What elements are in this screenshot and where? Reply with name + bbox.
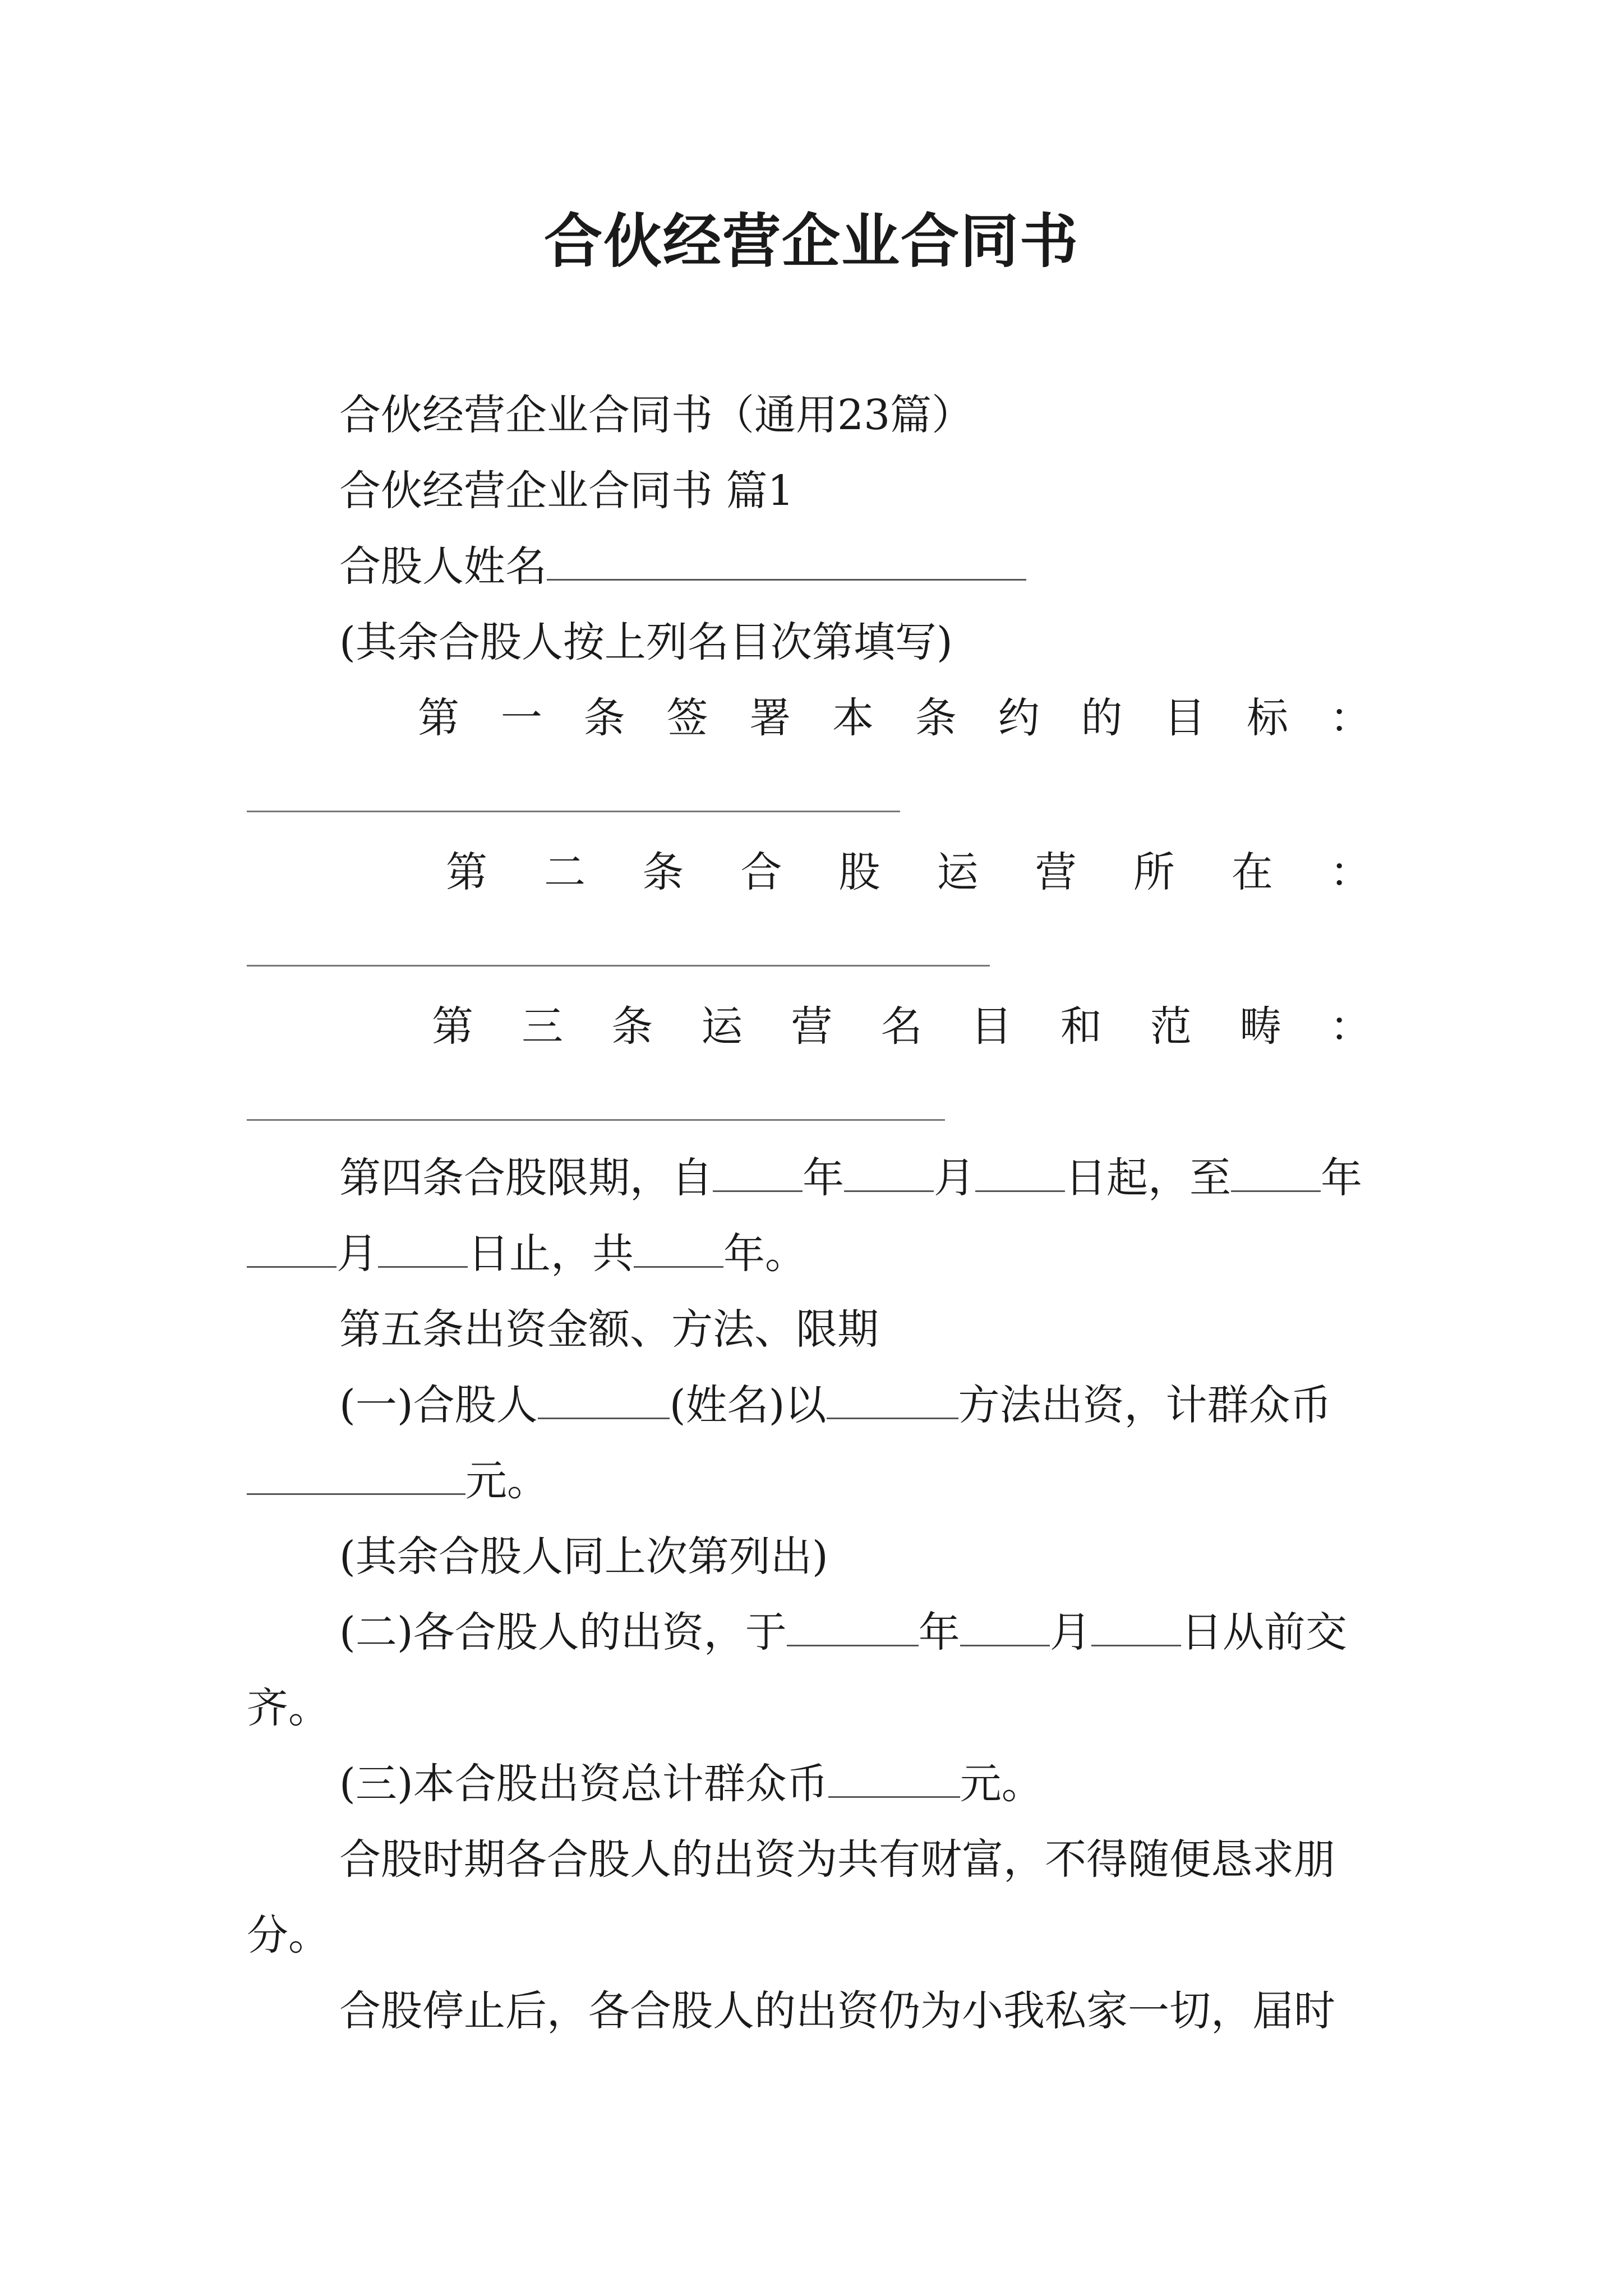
fill-line bbox=[247, 811, 900, 812]
heading-char: 和 bbox=[1060, 1002, 1102, 1051]
blank-field bbox=[547, 539, 1026, 581]
paragraph-1-line-1: 合股时期各合股人的出资为共有财富，不得随便恳求朋 bbox=[339, 1835, 1335, 1884]
blank-field bbox=[844, 1150, 934, 1192]
heading-char: ： bbox=[1330, 848, 1371, 896]
blank-field bbox=[1231, 1150, 1321, 1192]
text: 元。 bbox=[960, 1760, 1043, 1808]
heading-char: 营 bbox=[1035, 848, 1077, 896]
section-heading: 合伙经营企业合同书 篇1 bbox=[339, 467, 794, 515]
text: 第四条合股限期，自 bbox=[339, 1154, 713, 1202]
item-1-line-2 bbox=[247, 1453, 548, 1509]
blank-field bbox=[828, 1756, 960, 1798]
partner-name-line bbox=[339, 539, 1026, 595]
text: 日起，至 bbox=[1065, 1154, 1231, 1202]
heading-char: 第 bbox=[432, 1002, 473, 1051]
text: 年。 bbox=[723, 1230, 806, 1278]
fill-line bbox=[247, 965, 990, 967]
text: 日止，共 bbox=[468, 1230, 634, 1278]
heading-char: 签 bbox=[666, 694, 708, 742]
heading-char: 第 bbox=[446, 848, 487, 896]
heading-char: 运 bbox=[701, 1002, 743, 1051]
item-1-line-1 bbox=[339, 1377, 1332, 1433]
heading-char: 一 bbox=[500, 694, 542, 742]
heading-char: 本 bbox=[832, 694, 874, 742]
heading-char: 范 bbox=[1150, 1002, 1192, 1051]
text: 方法出资，计群众币 bbox=[958, 1381, 1332, 1429]
paragraph-1-line-2: 分。 bbox=[247, 1911, 330, 1959]
heading-char: 三 bbox=[522, 1002, 564, 1051]
heading-char: ： bbox=[1330, 1002, 1371, 1051]
heading-char: 约 bbox=[998, 694, 1040, 742]
document-subtitle: 合伙经营企业合同书（通用23篇） bbox=[339, 391, 974, 439]
blank-field bbox=[713, 1150, 803, 1192]
text: 日从前交 bbox=[1181, 1608, 1347, 1657]
blank-field bbox=[960, 1604, 1050, 1646]
blank-field bbox=[247, 1453, 465, 1495]
heading-char: 股 bbox=[838, 848, 880, 896]
paragraph-2-line-1: 合股停止后，各合股人的出资仍为小我私家一切，届时 bbox=[339, 1987, 1335, 2035]
note-line: (其余合股人按上列名目次第填写) bbox=[339, 618, 953, 666]
text: 月 bbox=[336, 1230, 378, 1278]
text: 年 bbox=[803, 1154, 844, 1202]
blank-field bbox=[247, 1226, 336, 1268]
text: (姓名)以 bbox=[669, 1381, 827, 1429]
blank-field bbox=[975, 1150, 1065, 1192]
heading-char: 条 bbox=[642, 848, 684, 896]
text: 年 bbox=[1321, 1154, 1362, 1202]
heading-char: 的 bbox=[1081, 694, 1123, 742]
blank-field bbox=[378, 1226, 468, 1268]
heading-char: 畴 bbox=[1239, 1002, 1281, 1051]
heading-char: 条 bbox=[611, 1002, 653, 1051]
heading-char: 第 bbox=[418, 694, 459, 742]
heading-char: 营 bbox=[791, 1002, 833, 1051]
heading-char: 目 bbox=[1164, 694, 1206, 742]
blank-field bbox=[827, 1377, 958, 1419]
article-4-line-1 bbox=[339, 1150, 1362, 1206]
item-3-line bbox=[339, 1756, 1043, 1812]
item-2-line-2: 齐。 bbox=[247, 1684, 330, 1732]
text: 月 bbox=[934, 1154, 975, 1202]
heading-char: 署 bbox=[749, 694, 791, 742]
text: (一)合股人 bbox=[339, 1381, 538, 1429]
heading-char: 名 bbox=[880, 1002, 923, 1051]
blank-field bbox=[634, 1226, 723, 1268]
heading-char: 所 bbox=[1133, 848, 1175, 896]
item-1-note: (其余合股人同上次第列出) bbox=[339, 1533, 828, 1581]
fill-line bbox=[247, 1119, 945, 1121]
heading-char: 目 bbox=[970, 1002, 1012, 1051]
text: 元。 bbox=[465, 1457, 548, 1505]
heading-char: 运 bbox=[937, 848, 979, 896]
partner-name-label: 合股人姓名 bbox=[339, 542, 547, 591]
text: (三)本合股出资总计群众币 bbox=[339, 1760, 828, 1808]
text: 年 bbox=[918, 1608, 960, 1657]
document-title: 合伙经营企业合同书 bbox=[543, 206, 1079, 275]
blank-field bbox=[1091, 1604, 1181, 1646]
blank-field bbox=[787, 1604, 919, 1646]
item-2-line-1 bbox=[339, 1604, 1347, 1660]
heading-char: 合 bbox=[740, 848, 782, 896]
blank-field bbox=[538, 1377, 670, 1419]
heading-char: ： bbox=[1330, 694, 1371, 742]
heading-char: 条 bbox=[583, 694, 625, 742]
article-4-line-2 bbox=[247, 1226, 806, 1282]
heading-char: 标 bbox=[1247, 694, 1289, 742]
text: (二)各合股人的出资，于 bbox=[339, 1608, 787, 1657]
article-5-heading: 第五条出资金额、方法、限期 bbox=[339, 1305, 879, 1354]
heading-char: 条 bbox=[915, 694, 957, 742]
heading-char: 在 bbox=[1231, 848, 1273, 896]
text: 月 bbox=[1049, 1608, 1091, 1657]
heading-char: 二 bbox=[544, 848, 586, 896]
